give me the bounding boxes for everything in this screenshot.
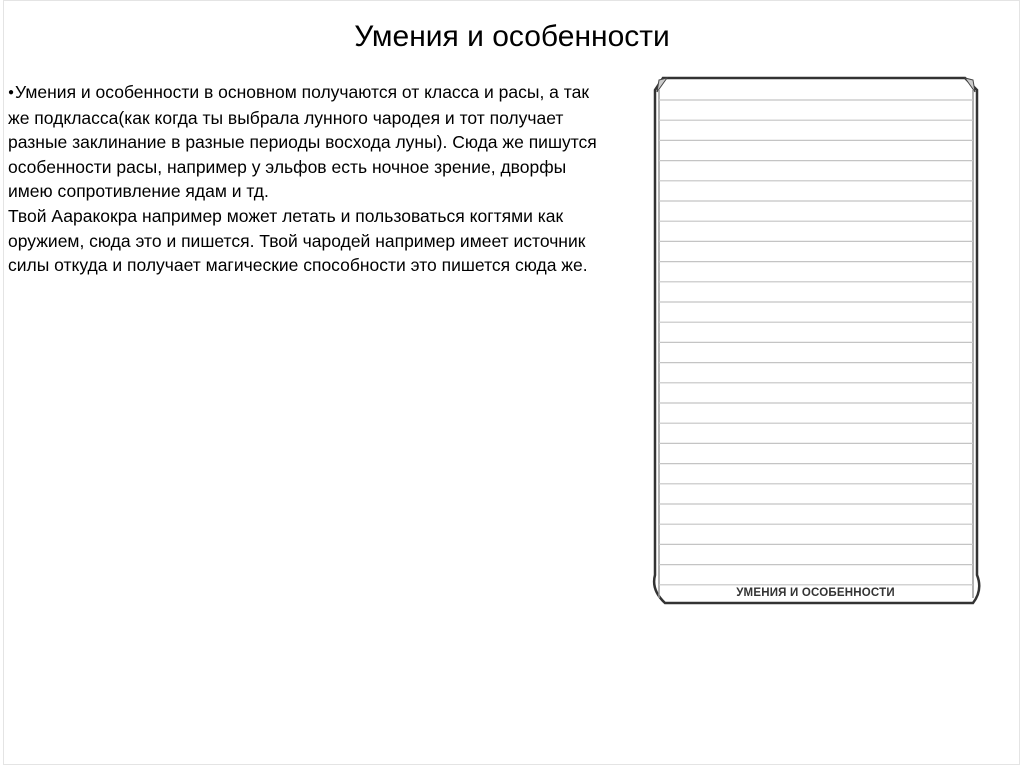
sheet-label: УМЕНИЯ И ОСОБЕННОСТИ <box>736 587 895 599</box>
slide-title: Умения и особенности <box>354 20 670 53</box>
lined-sheet-frame <box>643 70 988 610</box>
paragraph-2: Твой Ааракокра например может летать и пользоваться когтями как оружием, сюда это и пишется. Твой чародей например имеет источник силы откуда и получает магические способности это пишется сюда же. <box>8 206 588 276</box>
bullet-icon: ● <box>8 87 15 99</box>
features-sheet-image <box>643 70 988 610</box>
paragraph-1: ●Умения и особенности в основном получаются от класса и расы, а так же подкласса(как когда ты выбрала лунного чародея и тот получает разные заклинание в разные периоды восхода луны). Сюда же пишутся особенности расы, например у эльфов есть ночное зрение, дворфы имею сопротивление ядам и тд. <box>8 82 597 202</box>
slide-body-text <box>8 80 608 278</box>
